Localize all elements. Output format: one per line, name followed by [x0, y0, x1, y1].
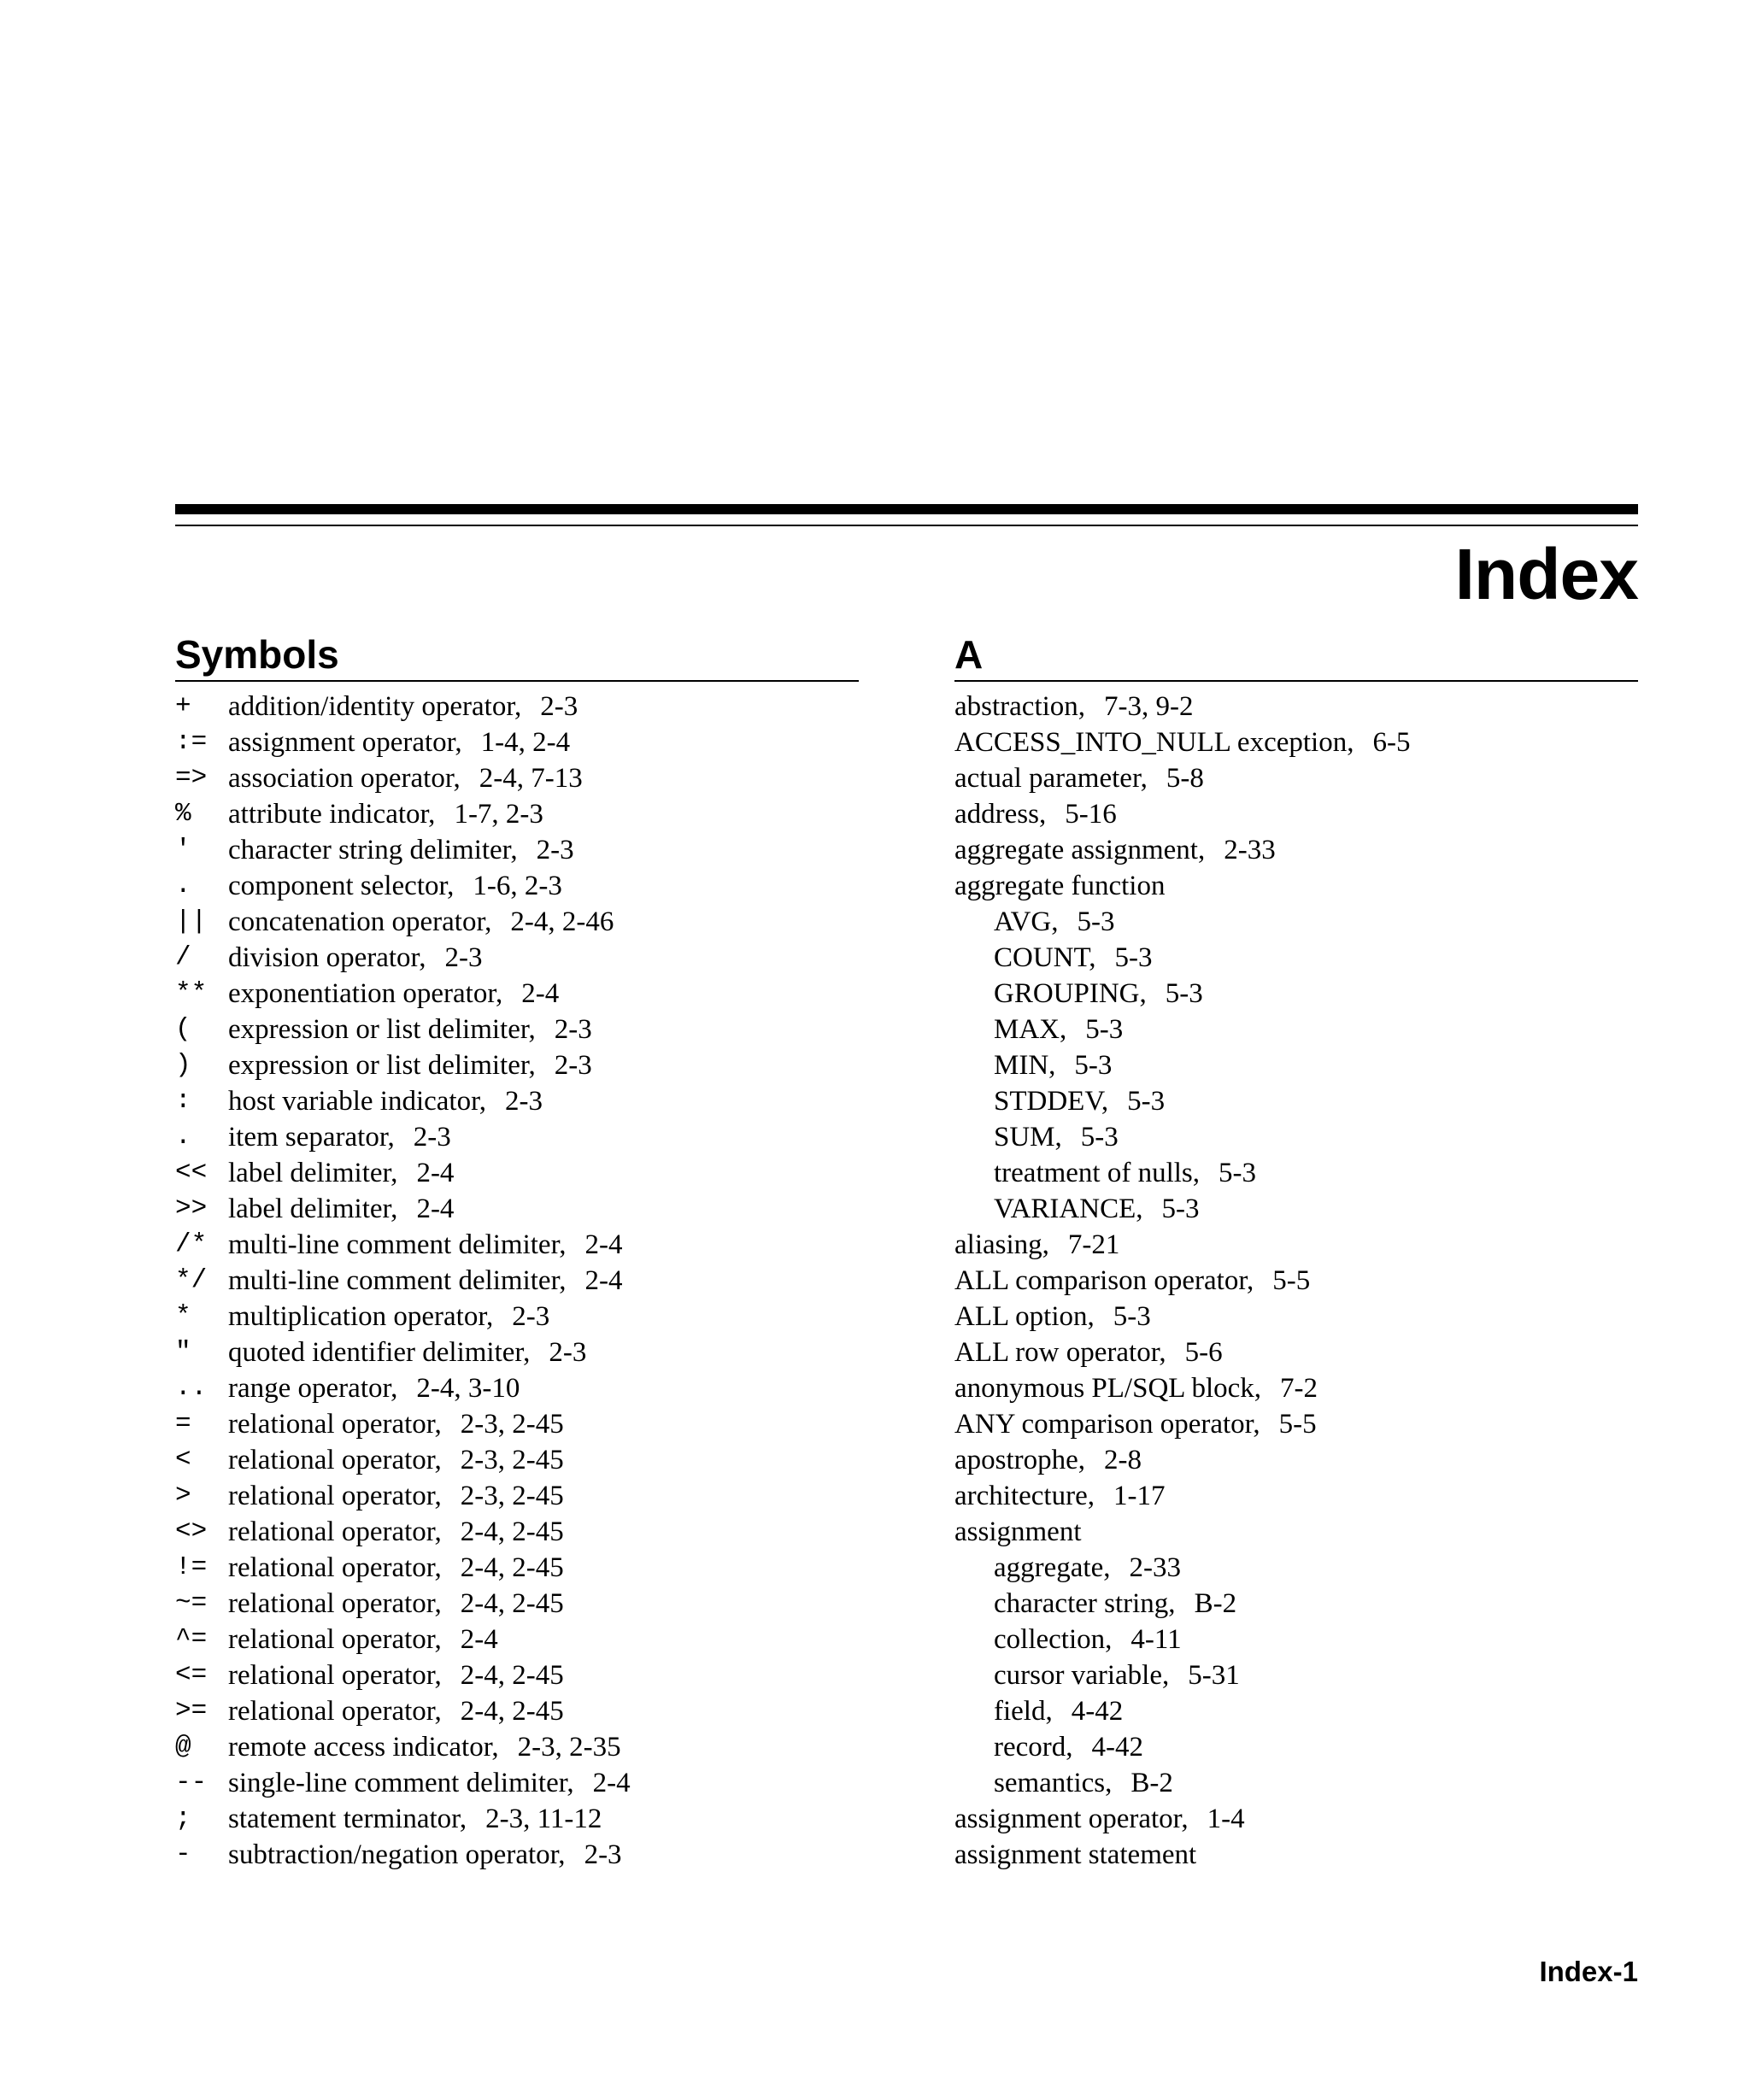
entry-pages: 2-4, 2-45 — [460, 1696, 564, 1727]
index-entry — [175, 940, 859, 976]
index-entry — [175, 724, 859, 760]
entry-pages: 1-4 — [1207, 1804, 1245, 1834]
entry-pages: 7-3, 9-2 — [1104, 691, 1194, 722]
index-subentry — [954, 1586, 1638, 1622]
entry-symbol: ( — [175, 1014, 191, 1044]
entry-term: relational operator, — [228, 1409, 442, 1440]
entry-text — [228, 1765, 631, 1801]
entry-text — [228, 868, 562, 904]
entry-pages: 2-4 — [416, 1158, 455, 1188]
entry-symbol: <= — [175, 1660, 208, 1690]
index-entry — [175, 904, 859, 940]
index-subentry — [954, 1729, 1638, 1765]
entry-text — [228, 1442, 564, 1478]
entry-term: attribute indicator, — [228, 799, 436, 830]
header-rule-thick — [175, 504, 1638, 514]
entry-pages: 4-11 — [1130, 1624, 1182, 1655]
entry-pages: B-2 — [1194, 1588, 1237, 1619]
index-entry — [175, 1514, 859, 1550]
entry-term: concatenation operator, — [228, 906, 492, 937]
entry-term: ACCESS_INTO_NULL exception, — [954, 727, 1354, 758]
entry-pages: 2-3 — [549, 1337, 587, 1368]
entry-term: character string delimiter, — [228, 835, 518, 865]
entry-symbol: << — [175, 1158, 208, 1188]
index-entry — [954, 868, 1638, 904]
index-entry — [175, 1837, 859, 1873]
entry-symbol: = — [175, 1409, 191, 1439]
index-entry — [175, 832, 859, 868]
index-entry — [175, 1155, 859, 1191]
entry-symbol: >> — [175, 1194, 208, 1223]
entry-text — [228, 1155, 454, 1191]
entry-term: association operator, — [228, 763, 461, 794]
entry-term: actual parameter, — [954, 763, 1148, 794]
entry-term: multi-line comment delimiter, — [228, 1265, 567, 1296]
index-entry — [954, 1442, 1638, 1478]
entry-text — [228, 1012, 592, 1047]
entry-text — [228, 904, 614, 940]
entry-symbol: < — [175, 1445, 191, 1475]
entry-pages: 4-42 — [1071, 1696, 1124, 1727]
index-entry — [175, 1083, 859, 1119]
entry-text — [228, 760, 583, 796]
symbols-column — [175, 629, 859, 1873]
entry-pages: 2-4, 7-13 — [479, 763, 583, 794]
index-entry — [175, 1657, 859, 1693]
index-entry — [954, 1227, 1638, 1263]
entry-symbol: != — [175, 1552, 208, 1582]
entry-pages: 2-4, 2-45 — [460, 1552, 564, 1583]
section-heading-a: A — [954, 629, 1638, 682]
entry-pages: 7-21 — [1067, 1229, 1120, 1260]
index-subentry — [954, 1657, 1638, 1693]
index-subentry — [954, 1191, 1638, 1227]
index-entry — [175, 1478, 859, 1514]
entry-term: subtraction/negation operator, — [228, 1839, 566, 1870]
index-subentry — [954, 904, 1638, 940]
entry-term: COUNT, — [994, 942, 1096, 973]
entry-term: remote access indicator, — [228, 1732, 499, 1763]
entry-symbol: ^= — [175, 1624, 208, 1654]
entry-term: ALL option, — [954, 1301, 1095, 1332]
page-folio: Index-1 — [1539, 1956, 1638, 1987]
entry-pages: 2-3 — [584, 1839, 622, 1870]
index-entry — [175, 1586, 859, 1622]
entry-pages: 2-3, 2-45 — [460, 1445, 564, 1475]
entry-symbol: -- — [175, 1768, 208, 1798]
index-entry — [175, 1299, 859, 1334]
entry-text — [228, 1334, 586, 1370]
entry-term: architecture, — [954, 1481, 1095, 1511]
entry-pages: 2-4, 2-45 — [460, 1516, 564, 1547]
index-entry — [175, 1442, 859, 1478]
entry-pages: 2-4 — [584, 1229, 623, 1260]
entry-text — [228, 940, 482, 976]
entry-text — [228, 1693, 564, 1729]
index-entry — [954, 760, 1638, 796]
entry-term: component selector, — [228, 871, 455, 901]
index-entry — [954, 724, 1638, 760]
index-entry — [175, 868, 859, 904]
entry-term: record, — [994, 1732, 1073, 1763]
index-entry — [175, 1012, 859, 1047]
entry-pages: 5-5 — [1278, 1409, 1317, 1440]
entry-term: ALL comparison operator, — [954, 1265, 1254, 1296]
index-entry — [175, 1622, 859, 1657]
entry-term: field, — [994, 1696, 1053, 1727]
entry-term: AVG, — [994, 906, 1059, 937]
symbols-entry-list — [175, 689, 859, 1873]
index-entry — [175, 1765, 859, 1801]
entry-text — [228, 1801, 602, 1837]
entry-symbol: ** — [175, 978, 208, 1008]
entry-text — [228, 1550, 564, 1586]
index-entry — [175, 1370, 859, 1406]
entry-term: character string, — [994, 1588, 1176, 1619]
entry-pages: 2-3, 2-35 — [517, 1732, 621, 1763]
entry-term: treatment of nulls, — [994, 1158, 1201, 1188]
entry-term: relational operator, — [228, 1552, 442, 1583]
entry-pages: 6-5 — [1372, 727, 1411, 758]
entry-pages: 5-3 — [1080, 1122, 1119, 1153]
entry-term: addition/identity operator, — [228, 691, 522, 722]
entry-pages: 5-3 — [1127, 1086, 1166, 1117]
index-entry — [175, 1729, 859, 1765]
entry-pages: 2-4 — [592, 1768, 631, 1798]
entry-symbol: - — [175, 1839, 191, 1869]
entry-symbol: ~= — [175, 1588, 208, 1618]
entry-term: host variable indicator, — [228, 1086, 486, 1117]
entry-term: relational operator, — [228, 1624, 442, 1655]
entry-text — [228, 796, 543, 832]
entry-term: aggregate assignment, — [954, 835, 1206, 865]
entry-term: abstraction, — [954, 691, 1086, 722]
entry-symbol: >= — [175, 1696, 208, 1726]
entry-pages: 2-4 — [521, 978, 560, 1009]
index-entry — [175, 796, 859, 832]
entry-term: relational operator, — [228, 1660, 442, 1691]
entry-pages: 5-5 — [1272, 1265, 1311, 1296]
entry-term: VARIANCE, — [994, 1194, 1143, 1224]
index-entry — [175, 976, 859, 1012]
entry-pages: 5-3 — [1113, 1301, 1151, 1332]
entry-pages: 2-3, 11-12 — [485, 1804, 602, 1834]
entry-pages: 5-3 — [1077, 906, 1115, 937]
entry-term: relational operator, — [228, 1481, 442, 1511]
entry-term: relational operator, — [228, 1516, 442, 1547]
entry-pages: 2-3 — [444, 942, 483, 973]
entry-pages: 2-4 — [460, 1624, 498, 1655]
entry-pages: 5-3 — [1085, 1014, 1124, 1045]
entry-text — [228, 1837, 622, 1873]
index-subentry — [954, 1083, 1638, 1119]
entry-text — [228, 1622, 498, 1657]
entry-pages: 2-4 — [584, 1265, 623, 1296]
entry-term: anonymous PL/SQL block, — [954, 1373, 1262, 1404]
entry-term: collection, — [994, 1624, 1113, 1655]
entry-text — [228, 1586, 564, 1622]
entry-symbol: ; — [175, 1804, 191, 1833]
entry-text — [228, 689, 578, 724]
entry-pages: 5-6 — [1184, 1337, 1223, 1368]
entry-term: GROUPING, — [994, 978, 1147, 1009]
index-entry — [175, 1801, 859, 1837]
entry-text — [228, 1657, 564, 1693]
entry-term: address, — [954, 799, 1047, 830]
index-entry — [954, 796, 1638, 832]
entry-text — [228, 1729, 621, 1765]
entry-term: cursor variable, — [994, 1660, 1170, 1691]
entry-term: aggregate, — [994, 1552, 1111, 1583]
entry-term: multiplication operator, — [228, 1301, 494, 1332]
entry-symbol: || — [175, 906, 208, 936]
index-entry — [954, 689, 1638, 724]
index-entry — [175, 1406, 859, 1442]
entry-term: quoted identifier delimiter, — [228, 1337, 531, 1368]
header-rule-thin — [175, 525, 1638, 526]
index-entry — [175, 1550, 859, 1586]
section-heading-symbols: Symbols — [175, 629, 859, 682]
entry-pages: 7-2 — [1280, 1373, 1318, 1404]
entry-term: semantics, — [994, 1768, 1113, 1798]
entry-term: division operator, — [228, 942, 426, 973]
entry-pages: 5-3 — [1074, 1050, 1113, 1081]
entry-term: range operator, — [228, 1373, 398, 1404]
entry-symbol: + — [175, 691, 191, 721]
entry-pages: 2-33 — [1129, 1552, 1181, 1583]
index-entry — [954, 1370, 1638, 1406]
entry-pages: 5-3 — [1114, 942, 1153, 973]
entry-text — [228, 1227, 623, 1263]
entry-term: apostrophe, — [954, 1445, 1086, 1475]
index-entry — [175, 1191, 859, 1227]
entry-pages: 2-3 — [505, 1086, 543, 1117]
entry-term: assignment — [954, 1516, 1082, 1547]
index-entry — [175, 1693, 859, 1729]
entry-symbol: => — [175, 763, 208, 793]
entry-term: item separator, — [228, 1122, 395, 1153]
entry-pages: 2-33 — [1224, 835, 1276, 865]
index-entry — [175, 1263, 859, 1299]
entry-pages: 1-6, 2-3 — [473, 871, 562, 901]
index-subentry — [954, 1693, 1638, 1729]
entry-pages: 5-3 — [1219, 1158, 1257, 1188]
index-entry — [175, 1334, 859, 1370]
entry-pages: 5-3 — [1161, 1194, 1200, 1224]
entry-term: label delimiter, — [228, 1158, 398, 1188]
entry-term: MAX, — [994, 1014, 1067, 1045]
entry-pages: 5-16 — [1065, 799, 1117, 830]
entry-pages: 2-8 — [1104, 1445, 1142, 1475]
entry-text — [228, 832, 574, 868]
entry-text — [228, 1191, 454, 1227]
entry-pages: 2-4, 2-46 — [510, 906, 614, 937]
entry-term: aliasing, — [954, 1229, 1049, 1260]
index-entry — [954, 1299, 1638, 1334]
index-subentry — [954, 1012, 1638, 1047]
entry-pages: 2-4, 2-45 — [460, 1660, 564, 1691]
entry-symbol: : — [175, 1086, 191, 1116]
entry-pages: 2-3, 2-45 — [460, 1409, 564, 1440]
entry-symbol: ' — [175, 835, 191, 865]
entry-pages: 1-7, 2-3 — [454, 799, 543, 830]
index-entry — [175, 689, 859, 724]
index-subentry — [954, 1047, 1638, 1083]
entry-pages: 2-3 — [512, 1301, 550, 1332]
entry-term: assignment statement — [954, 1839, 1197, 1870]
entry-pages: 1-4, 2-4 — [480, 727, 571, 758]
entry-pages: 2-3 — [554, 1014, 592, 1045]
entry-pages: 5-31 — [1188, 1660, 1240, 1691]
index-entry — [175, 1227, 859, 1263]
entry-text — [228, 1514, 564, 1550]
entry-pages: 2-4 — [416, 1194, 455, 1224]
entry-symbol: <> — [175, 1516, 208, 1546]
section-a-column — [954, 629, 1638, 1873]
entry-term: ANY comparison operator, — [954, 1409, 1260, 1440]
index-entry — [954, 1801, 1638, 1837]
index-subentry — [954, 940, 1638, 976]
index-entry — [954, 1263, 1638, 1299]
page-title: Index — [1454, 534, 1638, 614]
entry-term: multi-line comment delimiter, — [228, 1229, 567, 1260]
entry-term: SUM, — [994, 1122, 1062, 1153]
entry-term: statement terminator, — [228, 1804, 467, 1834]
index-entry — [954, 1406, 1638, 1442]
entry-term: STDDEV, — [994, 1086, 1109, 1117]
entry-text — [228, 1299, 549, 1334]
entry-text — [228, 1406, 564, 1442]
entry-term: relational operator, — [228, 1445, 442, 1475]
entry-pages: 2-3 — [413, 1122, 451, 1153]
entry-text — [228, 1370, 520, 1406]
entry-symbol: /* — [175, 1229, 208, 1259]
entry-term: expression or list delimiter, — [228, 1050, 536, 1081]
index-subentry — [954, 976, 1638, 1012]
entry-text — [228, 1047, 592, 1083]
entry-pages: 2-4, 2-45 — [460, 1588, 564, 1619]
entry-term: relational operator, — [228, 1696, 442, 1727]
entry-text — [228, 1119, 451, 1155]
entry-pages: B-2 — [1130, 1768, 1173, 1798]
index-subentry — [954, 1550, 1638, 1586]
entry-text — [228, 724, 570, 760]
entry-pages: 2-3, 2-45 — [460, 1481, 564, 1511]
entry-symbol: .. — [175, 1373, 208, 1403]
entry-text — [228, 1263, 623, 1299]
index-entry — [175, 1047, 859, 1083]
index-entry — [954, 1837, 1638, 1873]
entry-term: assignment operator, — [954, 1804, 1189, 1834]
entry-symbol: . — [175, 1122, 191, 1152]
index-subentry — [954, 1119, 1638, 1155]
entry-symbol: @ — [175, 1732, 191, 1762]
entry-term: label delimiter, — [228, 1194, 398, 1224]
entry-text — [228, 1478, 564, 1514]
entry-symbol: * — [175, 1301, 191, 1331]
index-subentry — [954, 1622, 1638, 1657]
entry-symbol: / — [175, 942, 191, 972]
entry-term: exponentiation operator, — [228, 978, 503, 1009]
entry-term: assignment operator, — [228, 727, 462, 758]
entry-symbol: := — [175, 727, 208, 757]
index-entry — [175, 760, 859, 796]
entry-symbol: */ — [175, 1265, 208, 1295]
entry-text — [228, 976, 559, 1012]
index-subentry — [954, 1765, 1638, 1801]
entry-symbol: ) — [175, 1050, 191, 1080]
entry-pages: 2-3 — [554, 1050, 592, 1081]
entry-symbol: " — [175, 1337, 191, 1367]
index-entry — [954, 832, 1638, 868]
entry-term: ALL row operator, — [954, 1337, 1166, 1368]
entry-pages: 2-4, 3-10 — [416, 1373, 520, 1404]
entry-term: single-line comment delimiter, — [228, 1768, 574, 1798]
entry-term: expression or list delimiter, — [228, 1014, 536, 1045]
entry-pages: 2-3 — [540, 691, 578, 722]
index-entry — [954, 1514, 1638, 1550]
entry-pages: 4-42 — [1091, 1732, 1144, 1763]
entry-text — [228, 1083, 543, 1119]
entry-pages: 5-3 — [1165, 978, 1203, 1009]
entry-term: relational operator, — [228, 1588, 442, 1619]
index-entry — [954, 1478, 1638, 1514]
a-entry-list — [954, 689, 1638, 1873]
entry-pages: 5-8 — [1166, 763, 1204, 794]
index-subentry — [954, 1155, 1638, 1191]
entry-symbol: . — [175, 871, 191, 900]
entry-term: aggregate function — [954, 871, 1166, 901]
entry-symbol: > — [175, 1481, 191, 1510]
entry-pages: 2-3 — [536, 835, 574, 865]
entry-term: MIN, — [994, 1050, 1056, 1081]
entry-pages: 1-17 — [1113, 1481, 1166, 1511]
entry-symbol: % — [175, 799, 191, 829]
index-entry — [175, 1119, 859, 1155]
index-entry — [954, 1334, 1638, 1370]
